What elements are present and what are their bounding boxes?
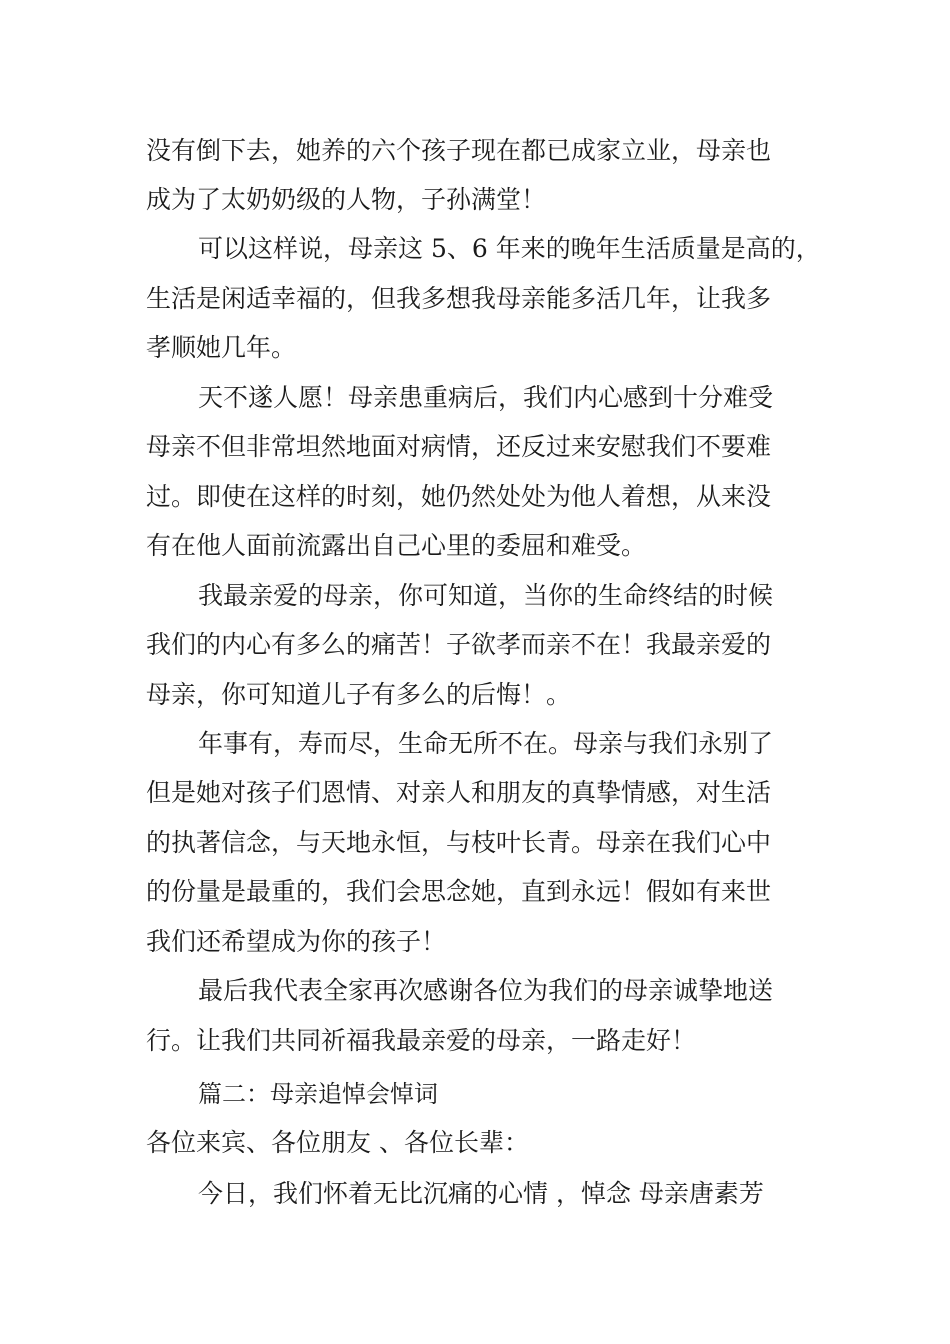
text-line: 有在他人面前流露出自己心里的委屈和难受。 <box>146 531 647 560</box>
text-line: 母亲，你可知道儿子有多么的后悔！。 <box>146 680 572 709</box>
text-line: 的份量是最重的，我们会思念她，直到永远！假如有来世 <box>146 877 772 906</box>
paragraph-start-line: 最后我代表全家再次感谢各位为我们的母亲诚挚地送 <box>198 976 774 1005</box>
paragraph-start-line: 可以这样说，母亲这 5、6 年来的晚年生活质量是高的， <box>198 234 821 263</box>
paragraph-start-line: 我最亲爱的母亲，你可知道，当你的生命终结的时候 <box>198 581 774 610</box>
text-line: 但是她对孩子们恩情、对亲人和朋友的真挚情感，对生活 <box>146 778 772 807</box>
text-line: 行。让我们共同祈福我最亲爱的母亲，一路走好！ <box>146 1026 697 1055</box>
paragraph-start-line: 年事有，寿而尽，生命无所不在。母亲与我们永别了 <box>198 729 774 758</box>
text-line: 过。即使在这样的时刻，她仍然处处为他人着想，从来没 <box>146 482 772 511</box>
text-line: 成为了太奶奶级的人物，子孙满堂！ <box>146 185 547 214</box>
text-line: 没有倒下去，她养的六个孩子现在都已成家立业，母亲也 <box>146 136 772 165</box>
text-line: 生活是闲适幸福的，但我多想我母亲能多活几年，让我多 <box>146 284 772 313</box>
text-line: 母亲不但非常坦然地面对病情，还反过来安慰我们不要难 <box>146 432 772 461</box>
section-heading: 篇二：母亲追悼会悼词 <box>198 1080 438 1108</box>
text-line: 孝顺她几年。 <box>146 333 297 362</box>
paragraph-start-line: 天不遂人愿！母亲患重病后，我们内心感到十分难受 <box>198 383 774 412</box>
text-line: 我们的内心有多么的痛苦！子欲孝而亲不在！我最亲爱的 <box>146 630 772 659</box>
text-line: 我们还希望成为你的孩子！ <box>146 927 447 956</box>
salutation-line: 各位来宾、各位朋友 、各位长辈： <box>146 1128 529 1157</box>
paragraph-start-line: 今日，我们怀着无比沉痛的心情 ，悼念 母亲唐素芳 <box>198 1179 764 1208</box>
text-line: 的执著信念，与天地永恒，与枝叶长青。母亲在我们心中 <box>146 828 772 857</box>
